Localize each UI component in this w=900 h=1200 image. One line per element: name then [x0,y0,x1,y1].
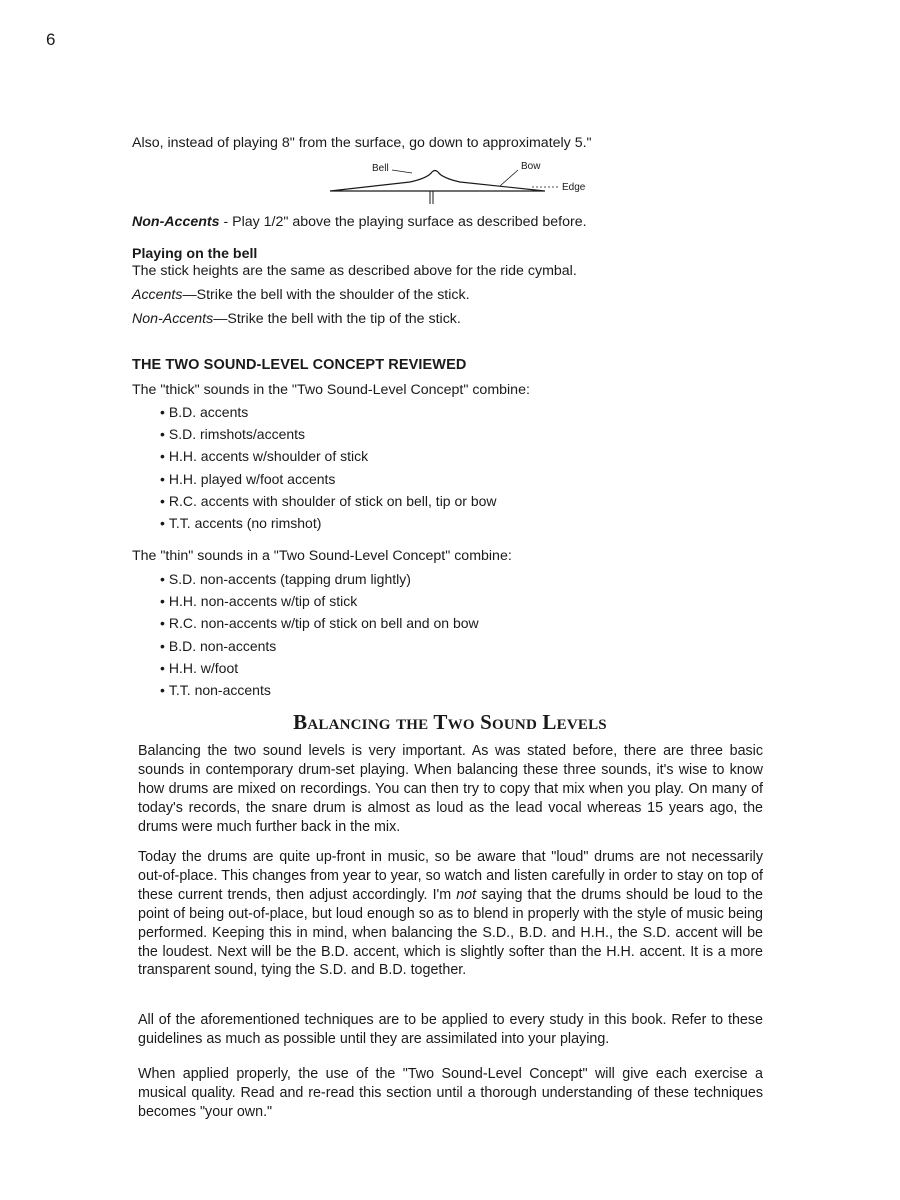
p2-part-a: Today the drums are quite up-front in music, so be aware that "loud" drums are not necessarily out-of-place. This changes from year to year, so watch and listen carefully in order to stay on top of these current trends, then adjust accordingly. I'm [138,849,763,903]
list-item: • T.T. accents (no rimshot) [160,512,497,534]
bell-accents-label: Accents [132,287,183,303]
bell-accents-text: —Strike the bell with the shoulder of the stick. [182,287,470,303]
bell-label: Bell [372,163,389,174]
balancing-paragraph-4: When applied properly, the use of the "Two Sound-Level Concept" will give each exercise a musical quality. Read and re-read this section until a thorough understanding of these techniques becomes "your own." [138,1066,763,1120]
bell-accents-line [132,287,470,303]
list-item: • H.H. played w/foot accents [160,468,497,490]
bell-nonaccents-text: —Strike the bell with the tip of the stick. [213,311,461,327]
playing-bell-heading: Playing on the bell [132,246,258,262]
bow-label: Bow [521,161,541,172]
reviewed-heading: THE TWO SOUND-LEVEL CONCEPT REVIEWED [132,357,467,373]
thick-intro: The "thick" sounds in the "Two Sound-Level Concept" combine: [132,382,530,398]
list-item: • S.D. non-accents (tapping drum lightly) [160,568,479,590]
list-item: • B.D. non-accents [160,635,479,657]
list-item: • B.D. accents [160,401,497,423]
thin-sounds-list [160,568,479,701]
balancing-paragraph-2 [138,848,763,980]
thin-intro: The "thin" sounds in a "Two Sound-Level Concept" combine: [132,548,512,564]
p2-part-b: saying that the drums should be loud to the point of being out-of-place, but loud enough so as to blend in properly with the style of music being performed. Keeping this in mind, when balancing the S.D., B.D. and H.H., the S.D. accent will be the loudest. Next will be the B.D. accent, which is slightly softer than the H.H. accent. It is a more transparent sound, tying the S.D. and B.D. together. [138,886,764,979]
list-item: • S.D. rimshots/accents [160,423,497,445]
page-number: 6 [46,30,56,49]
balancing-paragraph-1: Balancing the two sound levels is very important. As was stated before, there are three basic sounds in contemporary drum-set playing. When balancing these three sounds, it's wise to know how drums are mixed on recordings. You can then try to copy that mix when you play. On many of today's records, the snare drum is almost as loud as the lead vocal whereas 15 years ago, the drums were much further back in the mix. [138,743,763,835]
p2-emphasis: not [456,886,477,903]
list-item: • H.H. accents w/shoulder of stick [160,445,497,467]
intro-line: Also, instead of playing 8" from the surface, go down to approximately 5." [132,135,592,151]
list-item: • H.H. non-accents w/tip of stick [160,590,479,612]
section-title: Balancing the Two Sound Levels [293,710,607,734]
edge-label: Edge [562,182,586,193]
non-accents-label: Non-Accents [132,214,220,230]
non-accents-text: - Play 1/2" above the playing surface as described before. [219,214,587,230]
list-item: • R.C. accents with shoulder of stick on bell, tip or bow [160,490,497,512]
cymbal-diagram [320,158,620,208]
non-accents-line [132,214,587,230]
list-item: • T.T. non-accents [160,679,479,701]
balancing-paragraph-3: All of the aforementioned techniques are to be applied to every study in this book. Refer to these guidelines as much as possible until they are assimilated into your playing. [138,1012,763,1047]
thick-sounds-list [160,401,497,534]
list-item: • H.H. w/foot [160,657,479,679]
list-item: • R.C. non-accents w/tip of stick on bell and on bow [160,612,479,634]
bell-nonaccents-line [132,311,461,327]
bell-line-1: The stick heights are the same as described above for the ride cymbal. [132,263,577,279]
bell-nonaccents-label: Non-Accents [132,311,214,327]
